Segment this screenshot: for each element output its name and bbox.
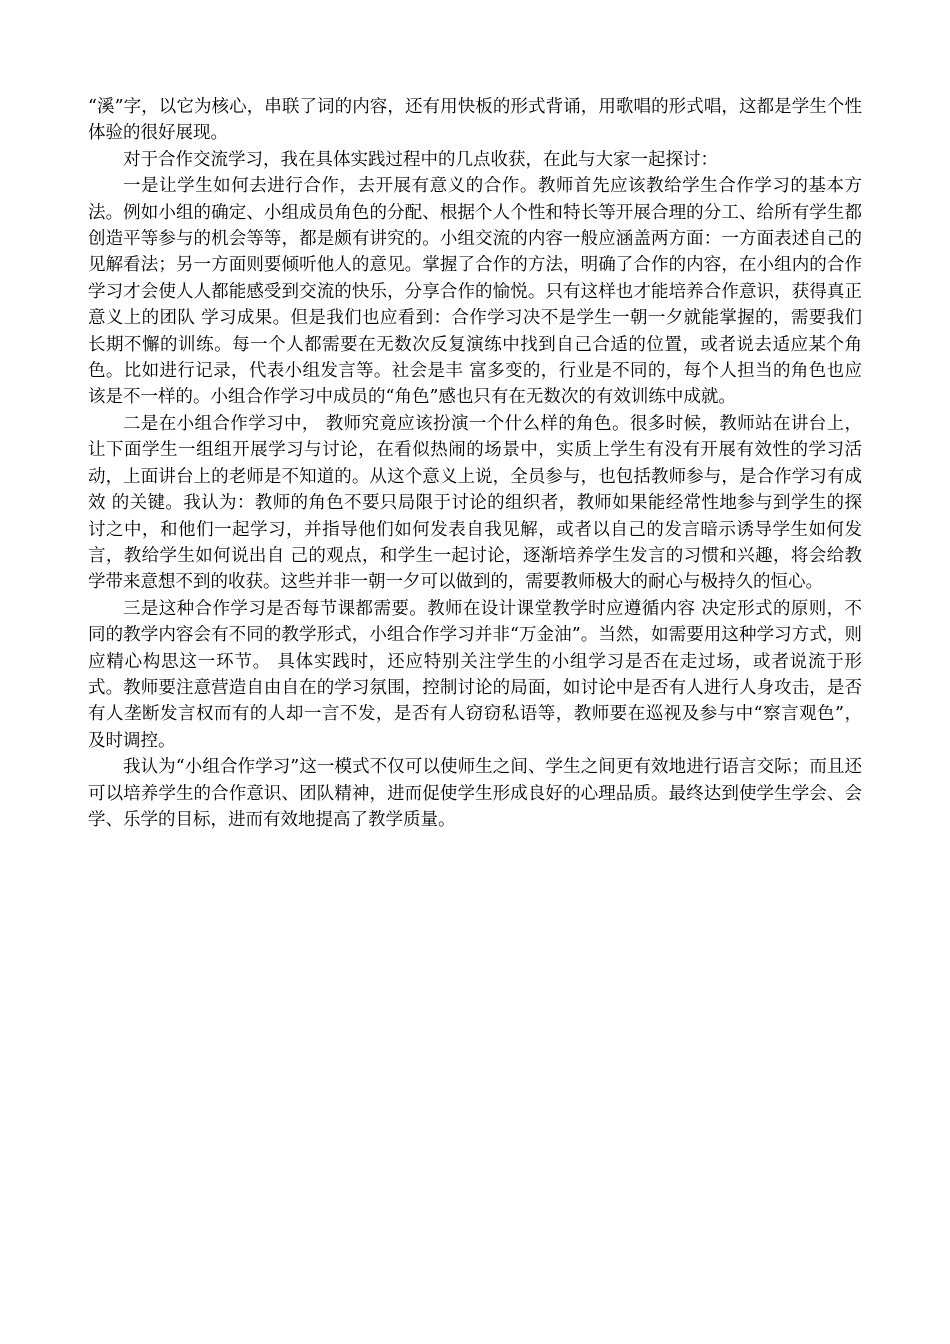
paragraph-continuation: “溪”字，以它为核心，串联了词的内容，还有用快板的形式背诵，用歌唱的形式唱，这都是学生个性体验的很好展现。: [88, 97, 862, 144]
paragraph-point-three: 三是这种合作学习是否每节课都需要。教师在设计课堂教学时应遵循内容 决定形式的原则，不同的教学内容会有不同的教学形式，小组合作学习并非“万金油”。当然，如需要用这种学习方式，则应精心构思这一环节。 具体实践时，还应特别关注学生的小组学习是否在走过场，或者说流于形 式。教师要注意营造自由自在的学习氛围，控制讨论的局面，如讨论中是否有人进行人身攻击，是否有人垄断发言权而有的人却一言不发，是否有人窃窃私语等，教师要在巡视及参与中“察言观色”， 及时调控。: [88, 598, 862, 751]
paragraph-point-one: 一是让学生如何去进行合作，去开展有意义的合作。教师首先应该教给学生合作学习的基本方法。例如小组的确定、小组成员角色的分配、根据个人个性和特长等开展合理的分工、给所有学生都创造平等参与的机会等等，都是颇有讲究的。小组交流的内容一般应涵盖两方面：一方面表述自己的见解看法；另一方面则要倾听他人的意见。掌握了合作的方法，明确了合作的内容，在小组内的合作学习才会使人人都能感受到交流的快乐，分享合作的愉悦。只有这样也才能培养合作意识，获得真正意义上的团队 学习成果。但是我们也应看到：合作学习决不是学生一朝一夕就能掌握的，需要我们长期不懈的训练。每一个人都需要在无数次反复演练中找到自己合适的位置，或者说去适应某个角色。比如进行记录，代表小组发言等。社会是丰 富多变的，行业是不同的，每个人担当的角色也应该是不一样的。小组合作学习中成员的“角色”感也只有在无数次的有效训练中成就。: [88, 176, 862, 408]
paragraph-conclusion: 我认为“小组合作学习”这一模式不仅可以使师生之间、学生之间更有效地进行语言交际；而且还可以培养学生的合作意识、团队精神，进而促使学生形成良好的心理品质。最终达到使学生学会、会学、乐学的目标，进而有效地提高了教学质量。: [88, 757, 862, 830]
paragraph-intro: 对于合作交流学习，我在具体实践过程中的几点收获，在此与大家一起探讨：: [123, 149, 718, 170]
document-body: [88, 94, 862, 833]
paragraph-point-two: 二是在小组合作学习中， 教师究竟应该扮演一个什么样的角色。很多时候，教师站在讲台上，让下面学生一组组开展学习与讨论，在看似热闹的场景中，实质上学生有没有开展有效性的学习活动，上面讲台上的老师是不知道的。从这个意义上说，全员参与，也包括教师参与，是合作学习有成效 的关键。我认为：教师的角色不要只局限于讨论的组织者，教师如果能经常性地参与到学生的探讨之中，和他们一起学习，并指导他们如何发表自我见解，或者以自己的发言暗示诱导学生如何发言，教给学生如何说出自 己的观点，和学生一起讨论，逐渐培养学生发言的习惯和兴趣，将会给教 学带来意想不到的收获。这些并非一朝一夕可以做到的，需要教师极大的耐心与极持久的恒心。: [88, 413, 862, 593]
